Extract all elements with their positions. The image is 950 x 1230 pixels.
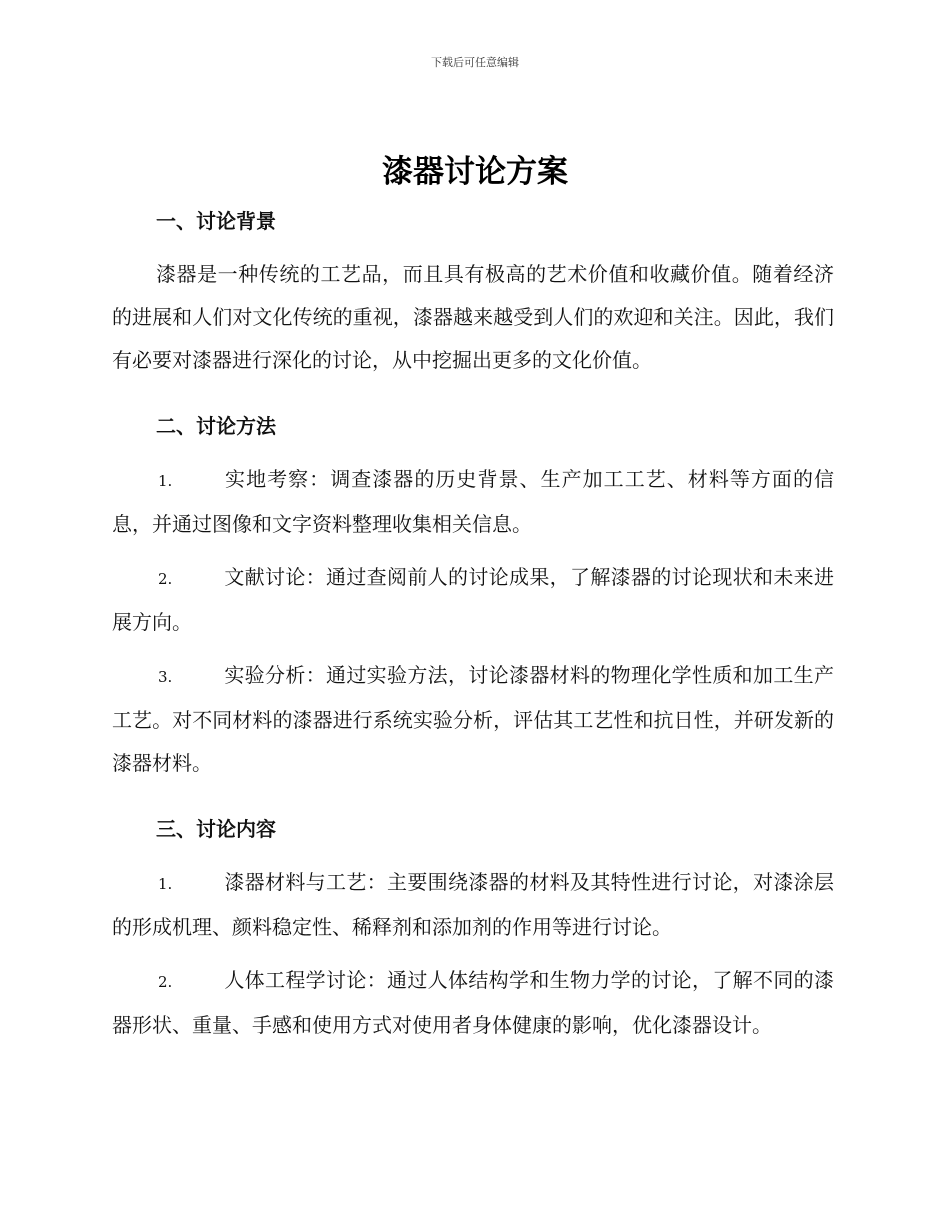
background-paragraph: 漆器是一种传统的工艺品，而且具有极高的艺术价值和收藏价值。随着经济的进展和人们对文化传统的重视，漆器越来越受到人们的欢迎和关注。因此，我们有必要对漆器进行深化的讨论，从中挖掘出更多的文化价值。 <box>112 262 834 372</box>
content-item <box>112 959 834 1047</box>
item-text: 漆器材料与工艺：主要围绕漆器的材料及其特性进行讨论，对漆涂层的形成机理、颜料稳定性、稀释剂和添加剂的作用等进行讨论。 <box>112 870 834 939</box>
section-heading-content: 三、讨论内容 <box>156 817 276 841</box>
item-number: 3. <box>158 668 173 686</box>
document-title: 漆器讨论方案 <box>382 154 568 190</box>
method-item <box>112 458 834 546</box>
item-number: 1. <box>158 472 173 490</box>
section-heading-background: 一、讨论背景 <box>156 209 276 233</box>
header-note: 下载后可任意编辑 <box>431 56 519 69</box>
document-body <box>112 195 834 1057</box>
content-item <box>112 861 834 949</box>
item-text: 实验分析：通过实验方法，讨论漆器材料的物理化学性质和加工生产工艺。对不同材料的漆器进行系统实验分析，评估其工艺性和抗日性，并研发新的漆器材料。 <box>112 663 834 775</box>
item-text: 文献讨论：通过查阅前人的讨论成果，了解漆器的讨论现状和未来进展方向。 <box>112 565 834 634</box>
item-number: 2. <box>158 570 173 588</box>
item-number: 2. <box>158 973 173 991</box>
item-number: 1. <box>158 875 173 893</box>
item-text: 人体工程学讨论：通过人体结构学和生物力学的讨论，了解不同的漆器形状、重量、手感和使用方式对使用者身体健康的影响，优化漆器设计。 <box>112 968 834 1037</box>
section-heading-methods: 二、讨论方法 <box>156 414 276 438</box>
method-item <box>112 654 834 785</box>
method-item <box>112 556 834 644</box>
item-text: 实地考察：调查漆器的历史背景、生产加工工艺、材料等方面的信息，并通过图像和文字资料整理收集相关信息。 <box>112 467 834 536</box>
